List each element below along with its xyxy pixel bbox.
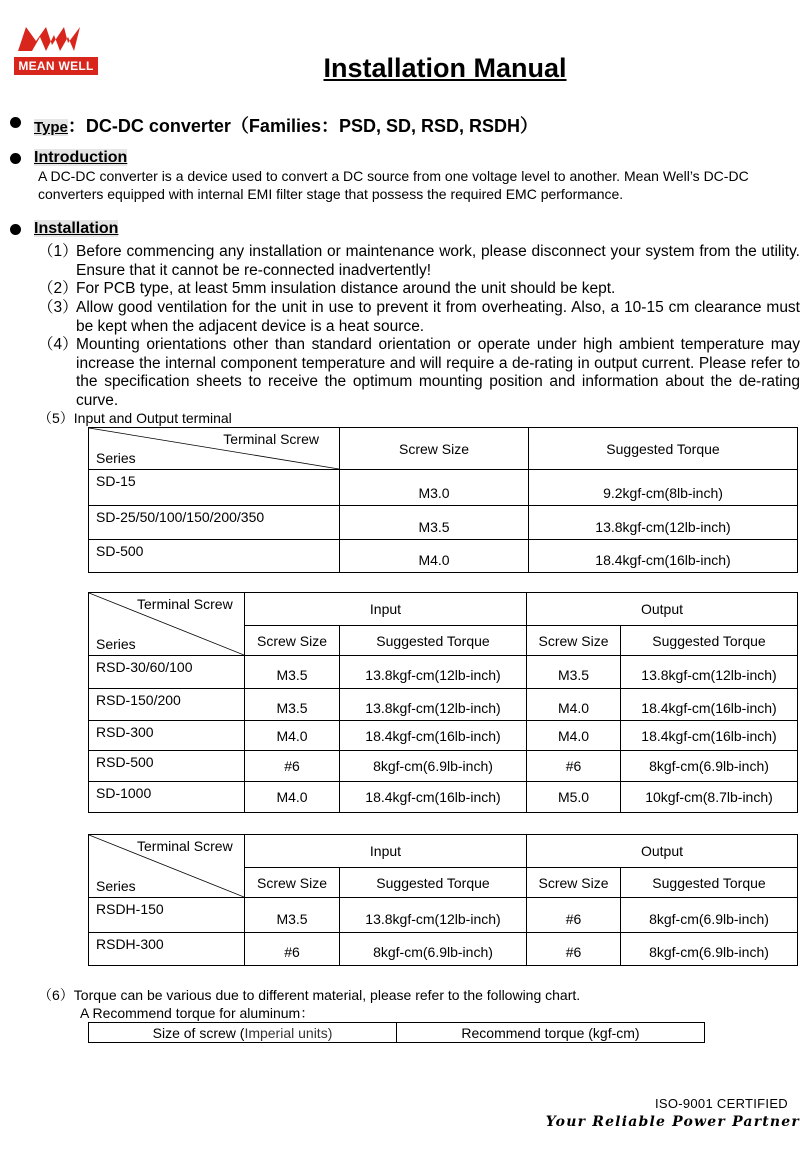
item-5: （5）Input and Output terminal (38, 410, 232, 426)
type-line (34, 112, 538, 138)
table-cell: RSD-500 (89, 751, 245, 782)
table-row (89, 656, 798, 689)
table-cell: M3.5 (245, 898, 340, 933)
item-3-text: Allow good ventilation for the unit in use to prevent it from overheating. Also, a 10-15 cm clearance must be kept when the adjacent device is a heat source. (76, 299, 800, 335)
logo-text: MEAN WELL (18, 59, 94, 73)
table-cell: 18.4kgf-cm(16lb-inch) (340, 721, 527, 751)
bullet-icon (10, 153, 21, 164)
table1-corner-cell (89, 428, 340, 470)
table-cell: 8kgf-cm(6.9lb-inch) (340, 933, 527, 966)
table-cell: Suggested Torque (621, 868, 798, 898)
type-text: DC-DC converter（Families：PSD, SD, RSD, RSDH） (85, 116, 538, 136)
table-cell: Suggested Torque (621, 626, 798, 656)
table-cell: M4.0 (245, 721, 340, 751)
table-cell: M4.0 (527, 721, 621, 751)
sd-torque-table (88, 427, 798, 573)
table2-header-input: Input (245, 593, 527, 626)
table-cell: RSD-30/60/100 (89, 656, 245, 689)
table-row (89, 689, 798, 721)
table-cell: #6 (527, 933, 621, 966)
table-cell: #6 (245, 751, 340, 782)
aluminum-col-size: Size of screw (Imperial units) (89, 1023, 397, 1043)
aluminum-caption: A Recommend torque for aluminum： (80, 1005, 315, 1021)
table-row (89, 470, 798, 506)
table3-header-input: Input (245, 835, 527, 868)
table3-header-output: Output (527, 835, 798, 868)
type-separator: ： (67, 116, 86, 136)
table-row (89, 933, 798, 966)
table2-corner-cell (89, 593, 245, 656)
intro-line-1: A DC-DC converter is a device used to convert a DC source from one voltage level to another. Mean Well’s DC-DC (38, 168, 749, 184)
table-cell: 18.4kgf-cm(16lb-inch) (529, 540, 798, 573)
table-cell: Suggested Torque (340, 868, 527, 898)
iso-certified: ISO-9001 CERTIFIED (654, 1096, 788, 1111)
table2-header-output: Output (527, 593, 798, 626)
rsd-torque-table (88, 592, 798, 813)
bullet-icon (10, 117, 21, 128)
table-cell: M5.0 (527, 782, 621, 813)
table-cell: Screw Size (527, 868, 621, 898)
page-title: Installation Manual (323, 53, 567, 83)
table-cell: 9.2kgf-cm(8lb-inch) (529, 470, 798, 506)
table-cell: SD-1000 (89, 782, 245, 813)
table-cell: Screw Size (245, 626, 340, 656)
table-cell: M3.5 (340, 506, 529, 540)
table-row (89, 751, 798, 782)
item-2-text: For PCB type, at least 5mm insulation distance around the unit should be kept. (76, 280, 616, 297)
table-cell: 13.8kgf-cm(12lb-inch) (621, 656, 798, 689)
table-cell: 18.4kgf-cm(16lb-inch) (621, 689, 798, 721)
slogan: Your Reliable Power Partner (545, 1114, 800, 1130)
table-row (89, 506, 798, 540)
table-row (89, 898, 798, 933)
table-row (89, 540, 798, 573)
table-cell: SD-25/50/100/150/200/350 (89, 506, 340, 540)
type-label: Type (34, 119, 68, 136)
table1-corner-bottom: Series (96, 450, 136, 466)
rsdh-torque-table (88, 834, 798, 966)
table-cell: 13.8kgf-cm(12lb-inch) (340, 656, 527, 689)
table3-corner-cell (89, 835, 245, 898)
table-cell: M4.0 (527, 689, 621, 721)
table-cell: 13.8kgf-cm(12lb-inch) (529, 506, 798, 540)
table1-header-size: Screw Size (340, 428, 529, 470)
aluminum-col-torque: Recommend torque (kgf-cm) (397, 1023, 705, 1043)
table-cell: Screw Size (527, 626, 621, 656)
table-cell: M4.0 (340, 540, 529, 573)
table-cell: 8kgf-cm(6.9lb-inch) (621, 751, 798, 782)
item-6: （6）Torque can be various due to different material, please refer to the following chart. (38, 987, 581, 1003)
installation-heading: Installation (34, 220, 119, 237)
intro-heading: Introduction (34, 149, 128, 166)
table1-corner-top: Terminal Screw (223, 431, 319, 447)
table-cell: 10kgf-cm(8.7lb-inch) (621, 782, 798, 813)
table-cell: Screw Size (245, 868, 340, 898)
table-cell: RSD-150/200 (89, 689, 245, 721)
table-cell: M3.5 (527, 656, 621, 689)
table-cell: 8kgf-cm(6.9lb-inch) (621, 898, 798, 933)
table-cell: RSDH-300 (89, 933, 245, 966)
aluminum-torque-table (88, 1022, 705, 1043)
table-cell: SD-500 (89, 540, 340, 573)
table-cell: Suggested Torque (340, 626, 527, 656)
bullet-icon (10, 224, 21, 235)
table-cell: RSD-300 (89, 721, 245, 751)
item-1-text: Before commencing any installation or maintenance work, please disconnect your system from the utility. Ensure that it cannot be re-connected inadvertently! (76, 243, 800, 279)
item-4-num: （4） (38, 336, 78, 353)
item-3-num: （3） (38, 299, 78, 316)
table-cell: M3.5 (245, 656, 340, 689)
table-cell: RSDH-150 (89, 898, 245, 933)
table2-corner-bottom: Series (96, 636, 136, 652)
table-cell: #6 (527, 898, 621, 933)
table-cell: 8kgf-cm(6.9lb-inch) (340, 751, 527, 782)
table-cell: M3.0 (340, 470, 529, 506)
table-cell: 13.8kgf-cm(12lb-inch) (340, 898, 527, 933)
item-2-num: （2） (38, 280, 78, 297)
item-4-text: Mounting orientations other than standard orientation or operate under high ambient temperature may increase the internal component temperature and will require a de-rating in output current. Please refer to the specification sheets to receive the optimum mounting position and information about the de-rating curve. (76, 336, 800, 409)
table3-corner-bottom: Series (96, 878, 136, 894)
table-cell: M4.0 (245, 782, 340, 813)
table-cell: M3.5 (245, 689, 340, 721)
table2-corner-top: Terminal Screw (137, 596, 233, 612)
table-row (89, 721, 798, 751)
table-cell: SD-15 (89, 470, 340, 506)
table-cell: 18.4kgf-cm(16lb-inch) (340, 782, 527, 813)
table-cell: 18.4kgf-cm(16lb-inch) (621, 721, 798, 751)
table-cell: #6 (527, 751, 621, 782)
table3-corner-top: Terminal Screw (137, 838, 233, 854)
intro-line-2: converters equipped with internal EMI filter stage that possess the required EMC performance. (38, 186, 624, 202)
table-row (89, 782, 798, 813)
item-1-num: （1） (38, 243, 78, 260)
table-cell: 8kgf-cm(6.9lb-inch) (621, 933, 798, 966)
table-cell: 13.8kgf-cm(12lb-inch) (340, 689, 527, 721)
table-cell: #6 (245, 933, 340, 966)
table1-header-torque: Suggested Torque (529, 428, 798, 470)
